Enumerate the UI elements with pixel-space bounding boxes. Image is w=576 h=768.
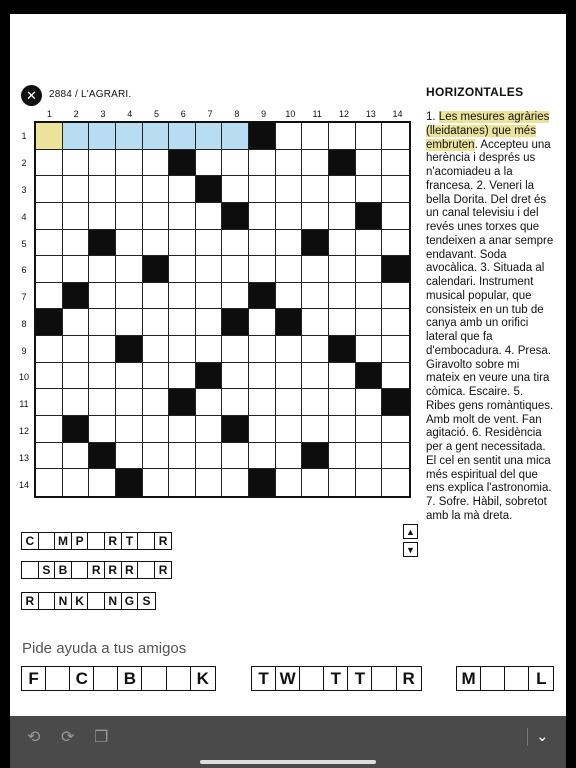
grid-cell-highlighted[interactable] bbox=[89, 123, 116, 150]
row-number: 11 bbox=[19, 399, 29, 410]
grid-cell[interactable] bbox=[89, 283, 116, 310]
grid-cell[interactable] bbox=[382, 176, 409, 203]
grid-cell-black bbox=[329, 336, 356, 363]
help-group-1 bbox=[21, 666, 216, 691]
column-number: 8 bbox=[234, 109, 240, 119]
grid-cell[interactable] bbox=[89, 256, 116, 283]
grid-cell[interactable] bbox=[382, 123, 409, 150]
letter-box[interactable]: P bbox=[72, 533, 89, 549]
grid-cell[interactable] bbox=[63, 336, 90, 363]
grid-cell[interactable] bbox=[356, 389, 383, 416]
grid-cell[interactable] bbox=[196, 443, 223, 470]
puzzle-title: 2884 / L'AGRARI. bbox=[49, 89, 132, 100]
grid-cell-black bbox=[222, 203, 249, 230]
grid-cell[interactable] bbox=[329, 443, 356, 470]
grid-cell[interactable] bbox=[196, 283, 223, 310]
grid-cell[interactable] bbox=[143, 230, 170, 257]
grid-cell[interactable] bbox=[196, 256, 223, 283]
letter-box[interactable]: B bbox=[118, 667, 142, 690]
grid-cell[interactable] bbox=[382, 469, 409, 496]
grid-cell[interactable] bbox=[302, 469, 329, 496]
grid-cell[interactable] bbox=[116, 256, 143, 283]
grid-cell[interactable] bbox=[63, 389, 90, 416]
row-number: 9 bbox=[21, 345, 27, 356]
grid-cell[interactable] bbox=[249, 416, 276, 443]
letter-box[interactable]: G bbox=[122, 593, 139, 609]
column-number: 11 bbox=[312, 109, 322, 119]
grid-cell[interactable] bbox=[222, 176, 249, 203]
grid-cell[interactable] bbox=[276, 469, 303, 496]
grid-cell[interactable] bbox=[36, 443, 63, 470]
grid-cell[interactable] bbox=[143, 176, 170, 203]
grid-cell-black bbox=[382, 389, 409, 416]
grid-cell[interactable] bbox=[36, 363, 63, 390]
grid-cell[interactable] bbox=[329, 123, 356, 150]
grid-cell[interactable] bbox=[222, 256, 249, 283]
help-group-3 bbox=[456, 666, 554, 691]
grid-cell[interactable] bbox=[276, 283, 303, 310]
letter-box[interactable]: N bbox=[55, 593, 72, 609]
letter-box[interactable] bbox=[39, 593, 56, 609]
letter-box[interactable]: M bbox=[55, 533, 72, 549]
grid-cell[interactable] bbox=[116, 309, 143, 336]
grid-cell[interactable] bbox=[169, 336, 196, 363]
grid-cell-black bbox=[382, 256, 409, 283]
grid-cell[interactable] bbox=[89, 336, 116, 363]
letter-box[interactable] bbox=[88, 593, 105, 609]
grid-cell[interactable] bbox=[196, 469, 223, 496]
grid-cell[interactable] bbox=[222, 336, 249, 363]
letter-box[interactable]: R bbox=[105, 562, 122, 578]
letter-box[interactable] bbox=[88, 533, 105, 549]
grid-cell[interactable] bbox=[276, 389, 303, 416]
letter-box[interactable]: R bbox=[22, 593, 39, 609]
grid-cell[interactable] bbox=[356, 150, 383, 177]
grid-cell[interactable] bbox=[36, 389, 63, 416]
grid-cell[interactable] bbox=[63, 230, 90, 257]
active-clue[interactable]: Les mesures agràries (lleidatanes) que més embruten bbox=[426, 111, 550, 151]
grid-cell[interactable] bbox=[36, 230, 63, 257]
home-indicator bbox=[200, 760, 376, 764]
grid-cell-highlighted[interactable] bbox=[63, 123, 90, 150]
grid-cell[interactable] bbox=[329, 230, 356, 257]
grid-cell[interactable] bbox=[36, 336, 63, 363]
grid-cell[interactable] bbox=[222, 283, 249, 310]
grid-cell[interactable] bbox=[356, 443, 383, 470]
grid-cell-black bbox=[116, 336, 143, 363]
help-group-2 bbox=[251, 666, 422, 691]
row-number: 2 bbox=[21, 158, 27, 169]
grid-cell[interactable] bbox=[169, 203, 196, 230]
grid-cell[interactable] bbox=[36, 469, 63, 496]
grid-cell[interactable] bbox=[196, 150, 223, 177]
grid-cell[interactable] bbox=[169, 363, 196, 390]
clue-down-button[interactable] bbox=[403, 542, 418, 557]
word-hint-3 bbox=[21, 592, 156, 610]
grid-cell[interactable] bbox=[169, 176, 196, 203]
grid-cell[interactable] bbox=[302, 256, 329, 283]
grid-cell[interactable] bbox=[329, 416, 356, 443]
grid-cell[interactable] bbox=[356, 416, 383, 443]
grid-cell[interactable] bbox=[249, 150, 276, 177]
help-title: Pide ayuda a tus amigos bbox=[22, 640, 187, 657]
grid-cell-black bbox=[249, 123, 276, 150]
grid-cell[interactable] bbox=[143, 336, 170, 363]
grid-cell[interactable] bbox=[276, 443, 303, 470]
grid-cell[interactable] bbox=[89, 176, 116, 203]
grid-cell[interactable] bbox=[36, 256, 63, 283]
grid-cell[interactable] bbox=[302, 416, 329, 443]
clue-up-button[interactable] bbox=[403, 524, 418, 539]
grid-cell-black bbox=[222, 309, 249, 336]
undo-icon[interactable]: ⟲ bbox=[27, 729, 41, 746]
letter-box[interactable]: R bbox=[402, 668, 415, 688]
grid-cell[interactable] bbox=[63, 150, 90, 177]
row-number: 7 bbox=[21, 292, 27, 303]
grid-cell[interactable] bbox=[222, 363, 249, 390]
grid-cell[interactable] bbox=[329, 389, 356, 416]
grid-cell[interactable] bbox=[116, 363, 143, 390]
row-number: 3 bbox=[21, 184, 27, 195]
grid-cell[interactable] bbox=[89, 203, 116, 230]
grid-cell[interactable] bbox=[249, 443, 276, 470]
row-number: 5 bbox=[21, 238, 27, 249]
grid-cell[interactable] bbox=[382, 443, 409, 470]
letter-box[interactable]: S bbox=[39, 562, 56, 578]
grid-cell[interactable] bbox=[143, 443, 170, 470]
letter-box[interactable]: R bbox=[158, 563, 168, 577]
grid-cell[interactable] bbox=[116, 389, 143, 416]
grid-cell[interactable] bbox=[249, 363, 276, 390]
arrow-up-icon: ▲ bbox=[406, 526, 415, 537]
grid-cell[interactable] bbox=[36, 203, 63, 230]
grid-cell[interactable] bbox=[356, 309, 383, 336]
letter-box[interactable] bbox=[22, 562, 39, 578]
grid-cell[interactable] bbox=[196, 230, 223, 257]
grid-cell[interactable] bbox=[36, 176, 63, 203]
grid-cell[interactable] bbox=[276, 230, 303, 257]
grid-cell[interactable] bbox=[329, 469, 356, 496]
grid-cell-black bbox=[196, 363, 223, 390]
grid-cell[interactable] bbox=[276, 336, 303, 363]
grid-cell[interactable] bbox=[382, 309, 409, 336]
grid-cell[interactable] bbox=[329, 256, 356, 283]
grid-cell[interactable] bbox=[382, 150, 409, 177]
grid-cell-highlighted[interactable] bbox=[143, 123, 170, 150]
grid-cell[interactable] bbox=[116, 150, 143, 177]
grid-cell[interactable] bbox=[169, 283, 196, 310]
grid-cell-black bbox=[196, 176, 223, 203]
grid-cell[interactable] bbox=[222, 443, 249, 470]
grid-cell[interactable] bbox=[89, 389, 116, 416]
grid-cell[interactable] bbox=[276, 150, 303, 177]
letter-box[interactable]: R bbox=[122, 562, 139, 578]
grid-cell[interactable] bbox=[36, 283, 63, 310]
grid-cell-black bbox=[116, 469, 143, 496]
letter-box[interactable]: T bbox=[348, 667, 372, 690]
row-number: 4 bbox=[21, 211, 27, 222]
word-hint-2 bbox=[21, 561, 172, 579]
grid-cell-black bbox=[143, 256, 170, 283]
redo-icon[interactable]: ⟳ bbox=[61, 729, 75, 746]
grid-cell[interactable] bbox=[356, 336, 383, 363]
letter-box[interactable]: F bbox=[22, 667, 46, 690]
grid-cell[interactable] bbox=[276, 203, 303, 230]
column-number: 3 bbox=[100, 109, 106, 119]
letter-box[interactable]: R bbox=[105, 533, 122, 549]
grid-cell[interactable] bbox=[249, 176, 276, 203]
row-number: 1 bbox=[21, 131, 27, 142]
row-number: 12 bbox=[18, 425, 29, 436]
letter-box[interactable] bbox=[46, 667, 70, 690]
grid-cell[interactable] bbox=[276, 176, 303, 203]
grid-cell[interactable] bbox=[222, 469, 249, 496]
grid-cell[interactable] bbox=[249, 256, 276, 283]
grid-cell[interactable] bbox=[302, 389, 329, 416]
grid-cell-black bbox=[222, 416, 249, 443]
grid-cell[interactable] bbox=[356, 469, 383, 496]
letter-box[interactable]: R bbox=[158, 534, 168, 548]
letter-box[interactable]: C bbox=[70, 667, 94, 690]
grid-cell[interactable] bbox=[356, 176, 383, 203]
active-clue-number: 1. bbox=[426, 111, 436, 123]
letter-box[interactable] bbox=[138, 533, 155, 549]
grid-cell-black bbox=[169, 150, 196, 177]
chevron-down-icon[interactable]: ⌄ bbox=[536, 728, 549, 745]
grid-cell[interactable] bbox=[302, 336, 329, 363]
grid-cell[interactable] bbox=[63, 443, 90, 470]
grid-cell[interactable] bbox=[249, 336, 276, 363]
row-number: 13 bbox=[18, 452, 29, 463]
grid-cell[interactable] bbox=[249, 309, 276, 336]
grid-cell[interactable] bbox=[143, 283, 170, 310]
grid-cell[interactable] bbox=[169, 230, 196, 257]
grid-cell[interactable] bbox=[196, 336, 223, 363]
column-number: 13 bbox=[365, 109, 376, 119]
letter-box[interactable]: S bbox=[142, 594, 151, 608]
grid-cell[interactable] bbox=[302, 283, 329, 310]
grid-cell[interactable] bbox=[249, 203, 276, 230]
grid-cell[interactable] bbox=[302, 150, 329, 177]
row-number: 10 bbox=[18, 372, 29, 383]
letter-box[interactable]: N bbox=[105, 593, 122, 609]
grid-cell[interactable] bbox=[63, 203, 90, 230]
grid-cell[interactable] bbox=[329, 203, 356, 230]
grid-cell[interactable] bbox=[329, 309, 356, 336]
grid-cell[interactable] bbox=[89, 150, 116, 177]
letter-box[interactable] bbox=[138, 562, 155, 578]
grid-cell[interactable] bbox=[116, 443, 143, 470]
close-button[interactable] bbox=[21, 85, 42, 106]
grid-cell-black bbox=[169, 389, 196, 416]
column-number: 4 bbox=[127, 109, 133, 119]
grid-cell[interactable] bbox=[63, 469, 90, 496]
letter-box[interactable]: B bbox=[55, 562, 72, 578]
row-number: 14 bbox=[18, 479, 29, 490]
letter-box[interactable]: C bbox=[22, 533, 39, 549]
letter-box[interactable] bbox=[142, 667, 166, 690]
grid-cell[interactable] bbox=[89, 469, 116, 496]
grid-cell[interactable] bbox=[249, 230, 276, 257]
grid-cell-black bbox=[329, 150, 356, 177]
grid-cell[interactable] bbox=[36, 416, 63, 443]
letter-box[interactable] bbox=[94, 667, 118, 690]
grid-cell-black bbox=[89, 443, 116, 470]
grid-cell-highlighted[interactable] bbox=[222, 123, 249, 150]
grid-cell[interactable] bbox=[196, 389, 223, 416]
grid-cell[interactable] bbox=[302, 123, 329, 150]
grid-cell[interactable] bbox=[302, 203, 329, 230]
grid-cell[interactable] bbox=[143, 309, 170, 336]
grid-cell[interactable] bbox=[302, 176, 329, 203]
grid-cell[interactable] bbox=[116, 230, 143, 257]
grid-cell-highlighted[interactable] bbox=[169, 123, 196, 150]
copy-icon[interactable]: ❐ bbox=[94, 729, 109, 746]
grid-cell[interactable] bbox=[63, 363, 90, 390]
grid-cell[interactable] bbox=[382, 283, 409, 310]
word-hint-1 bbox=[21, 532, 172, 550]
clues-heading: HORIZONTALES bbox=[426, 85, 524, 99]
grid-cell[interactable] bbox=[63, 176, 90, 203]
column-number: 5 bbox=[154, 109, 160, 119]
grid-cell-black bbox=[89, 230, 116, 257]
grid-cell[interactable] bbox=[143, 469, 170, 496]
grid-cell[interactable] bbox=[116, 203, 143, 230]
letter-box[interactable] bbox=[300, 667, 324, 690]
letter-box[interactable]: R bbox=[88, 562, 105, 578]
grid-cell[interactable] bbox=[302, 363, 329, 390]
grid-cell[interactable] bbox=[143, 203, 170, 230]
grid-cell[interactable] bbox=[356, 256, 383, 283]
grid-cell[interactable] bbox=[382, 230, 409, 257]
letter-box[interactable] bbox=[167, 667, 191, 690]
grid-cell[interactable] bbox=[382, 203, 409, 230]
row-number: 8 bbox=[21, 318, 27, 329]
letter-box[interactable]: M bbox=[457, 667, 481, 690]
column-number: 7 bbox=[207, 109, 213, 119]
grid-cell-black bbox=[302, 230, 329, 257]
grid-cell[interactable] bbox=[169, 416, 196, 443]
grid-cell[interactable] bbox=[302, 309, 329, 336]
letter-box[interactable]: W bbox=[276, 667, 300, 690]
grid-cell-black bbox=[36, 309, 63, 336]
grid-cell[interactable] bbox=[276, 256, 303, 283]
grid-cell[interactable] bbox=[356, 123, 383, 150]
row-numbers bbox=[14, 123, 34, 498]
grid-cell[interactable] bbox=[63, 309, 90, 336]
grid-cell[interactable] bbox=[276, 123, 303, 150]
letter-box[interactable] bbox=[39, 533, 56, 549]
letter-box[interactable]: K bbox=[196, 668, 209, 688]
letter-box[interactable]: T bbox=[122, 533, 139, 549]
toolbar-divider bbox=[527, 728, 528, 746]
grid-cell[interactable] bbox=[63, 256, 90, 283]
grid-cell-black bbox=[356, 203, 383, 230]
grid-cell[interactable] bbox=[356, 283, 383, 310]
grid-cell[interactable] bbox=[143, 416, 170, 443]
grid-cell[interactable] bbox=[36, 150, 63, 177]
letter-box[interactable]: L bbox=[536, 668, 547, 688]
grid-cell-black bbox=[63, 416, 90, 443]
grid-cell[interactable] bbox=[143, 150, 170, 177]
grid-cell[interactable] bbox=[116, 176, 143, 203]
grid-cell-black bbox=[356, 363, 383, 390]
letter-box[interactable]: T bbox=[324, 667, 348, 690]
letter-box[interactable]: K bbox=[72, 593, 89, 609]
grid-cell[interactable] bbox=[196, 309, 223, 336]
grid-cell[interactable] bbox=[382, 363, 409, 390]
grid-cell[interactable] bbox=[276, 416, 303, 443]
grid-cell-highlighted[interactable] bbox=[196, 123, 223, 150]
clue-nav bbox=[403, 524, 418, 560]
row-number: 6 bbox=[21, 265, 27, 276]
grid-cell[interactable] bbox=[222, 230, 249, 257]
column-number: 2 bbox=[73, 109, 79, 119]
grid-cell[interactable] bbox=[143, 389, 170, 416]
clues-rest: . Accepteu una herència i després us n'acomiadeu a la francesa. 2. Veneri la bella Dorita. Del dret és un canal televisiu i del revés unes torxes que tendeixen a anar sempre endavant. Soda avocàlica. 3. Situada al calendari. Instrument musical popular, que consisteix en un tub de canya amb un orifici lateral que fa d'embocadura. 4. Presa. Giravolto sobre mi mateix en veure una tira còmica. Escaire. 5. Ribes gens romàntiques. Amb molt de vent. Fan agitació. 6. Residència per a gent necessitada. El cel en sentit una mica més espiritual del que ens explica l'astronomia. 7. Sofre. Hàbil, sobretot amb la mà dreta. bbox=[426, 138, 554, 522]
grid-cell[interactable] bbox=[329, 283, 356, 310]
column-number: 1 bbox=[46, 109, 52, 119]
grid-cell[interactable] bbox=[382, 336, 409, 363]
grid-cell-black bbox=[276, 309, 303, 336]
letter-box[interactable]: T bbox=[252, 667, 276, 690]
letter-box[interactable] bbox=[481, 667, 505, 690]
column-number: 6 bbox=[180, 109, 186, 119]
grid-cell[interactable] bbox=[196, 416, 223, 443]
grid-cell[interactable] bbox=[89, 416, 116, 443]
column-numbers bbox=[36, 109, 411, 121]
column-number: 12 bbox=[338, 109, 349, 119]
grid-cell-black bbox=[63, 283, 90, 310]
grid-cell[interactable] bbox=[89, 363, 116, 390]
grid-cell[interactable] bbox=[196, 203, 223, 230]
column-number: 10 bbox=[285, 109, 296, 119]
grid-cell-black bbox=[249, 283, 276, 310]
column-number: 9 bbox=[261, 109, 267, 119]
grid-cell-highlighted[interactable] bbox=[116, 123, 143, 150]
grid-cell-selected[interactable] bbox=[36, 123, 63, 150]
grid-cell[interactable] bbox=[89, 309, 116, 336]
arrow-down-icon: ▼ bbox=[406, 544, 415, 555]
grid-cell[interactable] bbox=[329, 363, 356, 390]
clues-text bbox=[426, 111, 554, 524]
grid-cell[interactable] bbox=[143, 363, 170, 390]
grid-cell[interactable] bbox=[382, 416, 409, 443]
grid-cell[interactable] bbox=[169, 256, 196, 283]
grid-cell[interactable] bbox=[356, 230, 383, 257]
grid-cell[interactable] bbox=[276, 363, 303, 390]
grid-cell[interactable] bbox=[169, 309, 196, 336]
close-icon: ✕ bbox=[26, 88, 37, 103]
grid-cell[interactable] bbox=[222, 389, 249, 416]
grid-cell[interactable] bbox=[169, 443, 196, 470]
crossword-grid[interactable] bbox=[34, 121, 411, 498]
grid-cell[interactable] bbox=[169, 469, 196, 496]
letter-box[interactable] bbox=[372, 667, 396, 690]
grid-cell[interactable] bbox=[116, 283, 143, 310]
grid-cell[interactable] bbox=[116, 416, 143, 443]
column-number: 14 bbox=[392, 109, 403, 119]
grid-cell[interactable] bbox=[329, 176, 356, 203]
grid-cell[interactable] bbox=[249, 389, 276, 416]
grid-cell[interactable] bbox=[222, 150, 249, 177]
letter-box[interactable] bbox=[72, 562, 89, 578]
letter-box[interactable] bbox=[505, 667, 529, 690]
grid-cell-black bbox=[249, 469, 276, 496]
grid-cell-black bbox=[302, 443, 329, 470]
